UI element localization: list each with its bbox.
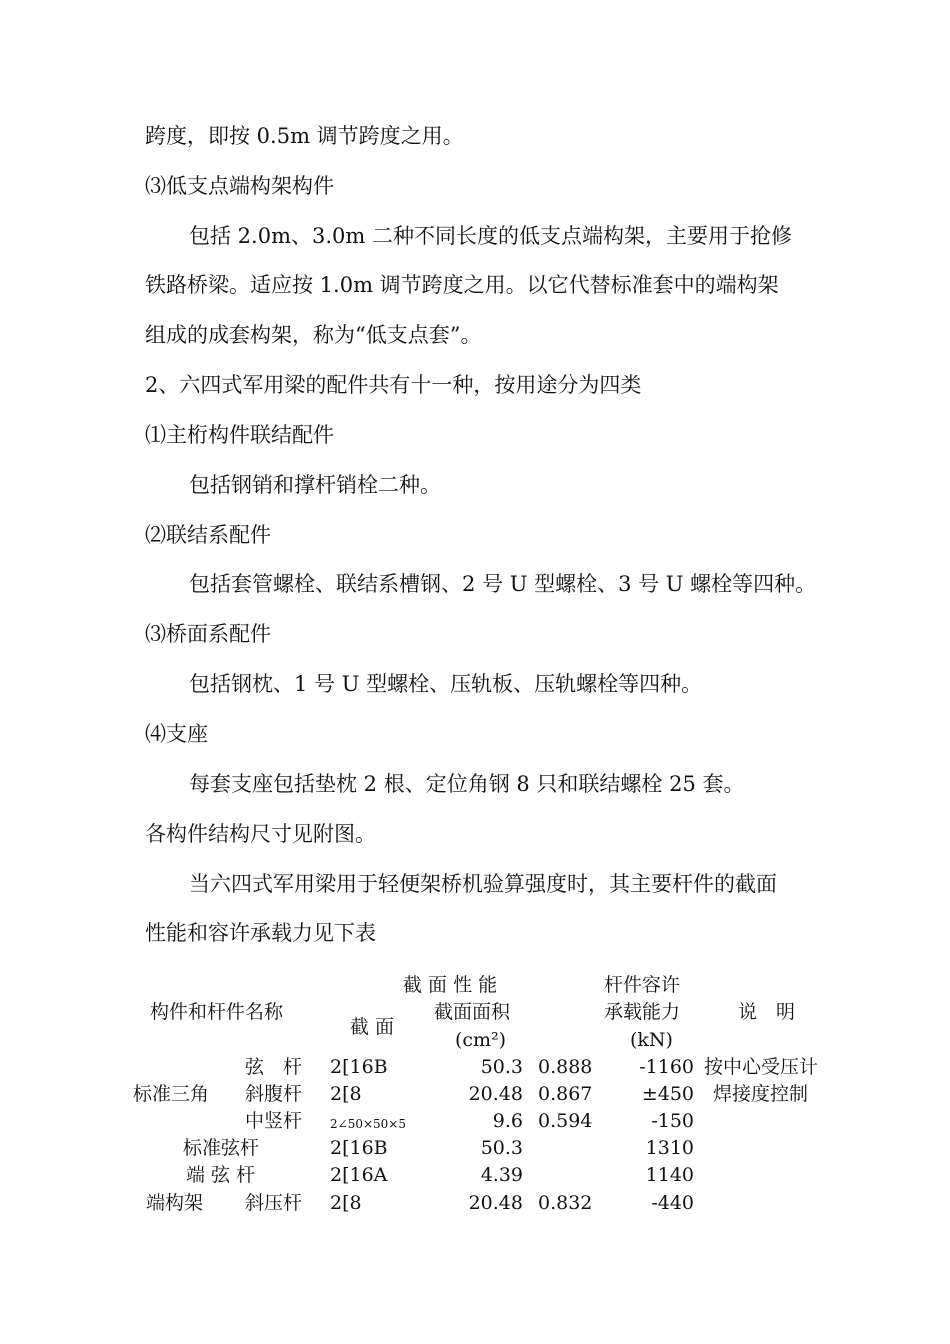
header-area-unit: (cm²) (455, 1029, 507, 1051)
table-row-area: 20.48 (468, 1192, 523, 1214)
header-note: 说 明 (738, 1001, 796, 1023)
table-row-member: 端 弦 杆 (186, 1164, 256, 1186)
header-area: 截面面积 (434, 1001, 511, 1023)
table-row-capacity: 1140 (645, 1164, 694, 1186)
table-row-area: 20.48 (468, 1083, 523, 1105)
paragraph-line: 各构件结构尺寸见附图。 (145, 822, 376, 846)
table-row-area: 50.3 (480, 1137, 523, 1159)
table-row-section: 2[16A (330, 1164, 388, 1186)
table-row-note: 焊接度控制 (713, 1083, 809, 1105)
header-section-performance: 截 面 性 能 (403, 974, 498, 996)
table-row-area: 4.39 (480, 1164, 523, 1186)
group-standard-triangle: 标准三角 (133, 1083, 210, 1105)
table-row-phi: 0.594 (538, 1110, 593, 1132)
table-row-capacity: -150 (651, 1110, 694, 1132)
header-name: 构件和杆件名称 (150, 1001, 284, 1023)
table-row-section: 2[8 (330, 1192, 362, 1214)
paragraph-line: 包括 2.0m、3.0m 二种不同长度的低支点端构架，主要用于抢修 (189, 224, 792, 248)
paragraph-line: 当六四式军用梁用于轻便架桥机验算强度时，其主要杆件的截面 (189, 872, 777, 896)
table-row-phi: 0.867 (538, 1083, 593, 1105)
table-row-capacity: 1310 (645, 1137, 694, 1159)
header-capacity-unit: (kN) (630, 1029, 673, 1051)
section-heading: ⑶桥面系配件 (145, 622, 271, 646)
table-row-section: 2[16B (330, 1056, 388, 1078)
table-row-area: 50.3 (480, 1056, 523, 1078)
table-row-phi: 0.832 (538, 1192, 593, 1214)
table-row-section: 2[16B (330, 1137, 388, 1159)
table-row-member: 斜压杆 (245, 1192, 303, 1214)
header-section: 截 面 (350, 1016, 395, 1038)
section-heading: ⑶低支点端构架构件 (145, 174, 334, 198)
section-heading: ⑴主桁构件联结配件 (145, 423, 334, 447)
paragraph-line: 铁路桥梁。适应按 1.0m 调节跨度之用。以它代替标准套中的端构架 (145, 273, 779, 297)
table-row-capacity: ±450 (641, 1083, 694, 1105)
paragraph-line: 包括钢销和撑杆销栓二种。 (189, 473, 441, 497)
table-row-section: 2∠50×50×5 (330, 1117, 406, 1131)
paragraph-line: 每套支座包括垫枕 2 根、定位角钢 8 只和联结螺栓 25 套。 (189, 772, 745, 796)
table-row-capacity: -440 (651, 1192, 694, 1214)
paragraph-line: 包括钢枕、1 号 U 型螺栓、压轨板、压轨螺栓等四种。 (189, 672, 703, 696)
header-capacity: 杆件容许 (604, 974, 681, 996)
table-row-section: 2[8 (330, 1083, 362, 1105)
section-heading: 2、六四式军用梁的配件共有十一种，按用途分为四类 (145, 373, 642, 397)
paragraph-line: 包括套管螺栓、联结系槽钢、2 号 U 型螺栓、3 号 U 螺栓等四种。 (189, 572, 817, 596)
paragraph-line: 跨度，即按 0.5m 调节跨度之用。 (145, 124, 464, 148)
table-row-phi: 0.888 (538, 1056, 593, 1078)
table-row-member: 标准弦杆 (183, 1137, 260, 1159)
paragraph-line: 组成的成套构架，称为“低支点套”。 (145, 323, 482, 347)
paragraph-line: 性能和容许承载力见下表 (145, 921, 376, 945)
section-heading: ⑵联结系配件 (145, 523, 271, 547)
table-row-note: 按中心受压计 (704, 1056, 819, 1078)
table-row-member: 中竖杆 (245, 1110, 303, 1132)
group-end-frame: 端构架 (146, 1192, 204, 1214)
section-heading: ⑷支座 (145, 722, 208, 746)
table-row-member: 斜腹杆 (245, 1083, 303, 1105)
table-row-member: 弦 杆 (245, 1056, 303, 1078)
table-row-area: 9.6 (492, 1110, 523, 1132)
table-row-capacity: -1160 (639, 1056, 694, 1078)
header-capacity-2: 承载能力 (604, 1001, 681, 1023)
